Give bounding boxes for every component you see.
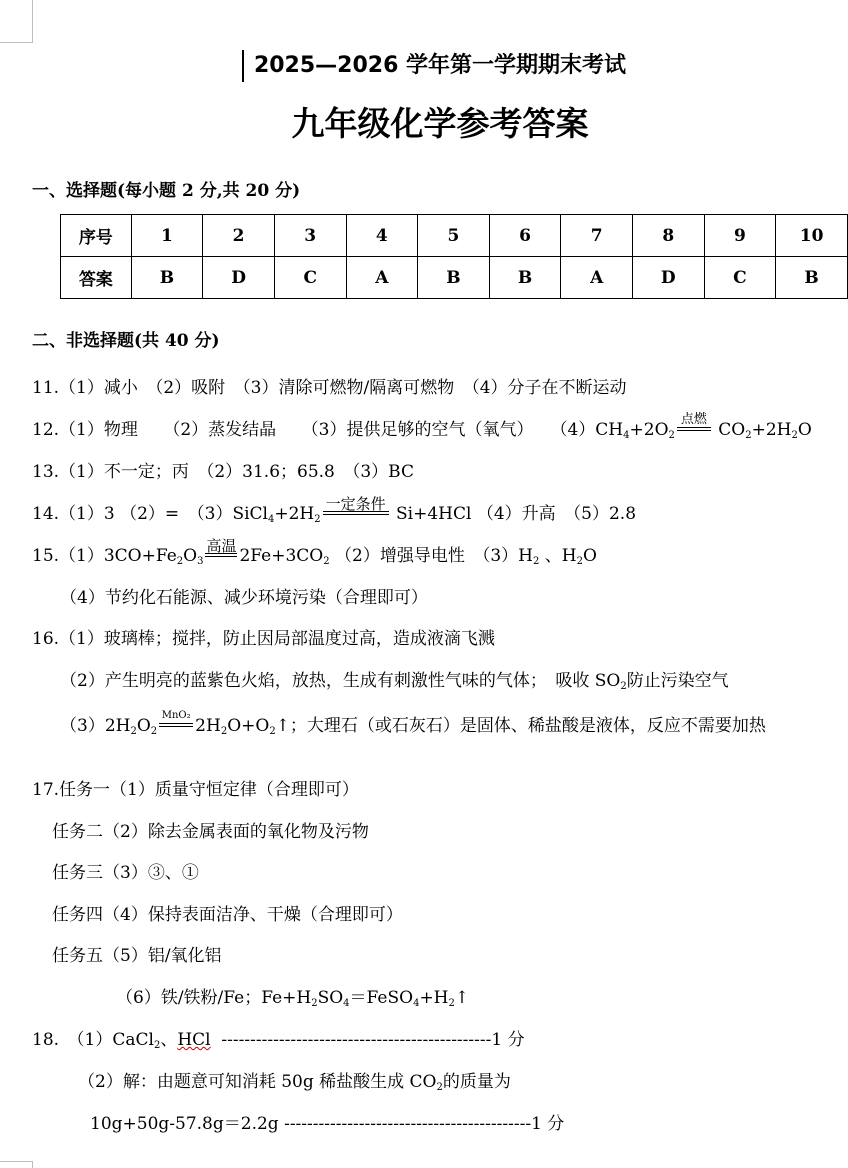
table-cell: D (632, 257, 704, 299)
table-cell: A (346, 257, 418, 299)
table-cell: 3 (274, 215, 346, 257)
answer-line-16-3: $(3)2H_2O_2$ MnO₂ $2H_2O+O_2↑$；大理石（或石灰石）是固体、稀盐酸是液体，反应不需要加热 (60, 710, 766, 737)
exam-title: 2025—2026 学年第一学期期末考试 (253, 53, 627, 78)
answer-line-14: 14.（1）3 （2）= $(3)SiCl_4+2H_2$ 一定条件 Si+4HCl （4）升高 （5）2.8 (32, 495, 637, 525)
answer-line-18-3: 10g+50g-57.8g＝2.2g -------------------------------------------1 分 (90, 1114, 565, 1134)
table-cell: 8 (632, 215, 704, 257)
table-cell: 6 (489, 215, 561, 257)
table-cell: 答案 (61, 257, 132, 299)
answer-line-17-task2: 任务二（2）除去金属表面的氧化物及污物 (52, 822, 369, 842)
table-row (61, 215, 848, 257)
document-title: 九年级化学参考答案 (291, 104, 589, 143)
answer-line-17-task5-b: （6）铁/铁粉/Fe；$Fe+H_2SO_4=FeSO_4+H_2↑$ (116, 988, 470, 1009)
table-cell: 1 (131, 215, 203, 257)
answer-line-17-task3: 任务三（3）③、① (52, 863, 199, 883)
page-corner-mark (0, 0, 33, 43)
answer-line-18-2: （2）解：由题意可知消耗 50g 稀盐酸生成 $CO_2$的质量为 (78, 1072, 511, 1093)
table-row (61, 257, 848, 299)
section-heading-nonchoice: 二、非选择题(共 40 分) (32, 331, 220, 351)
reaction-condition: 高温 (206, 537, 237, 555)
section-heading-choice: 一、选择题(每小题 2 分,共 20 分) (32, 181, 301, 201)
reaction-condition: 一定条件 (321, 502, 391, 526)
table-cell: 7 (561, 215, 633, 257)
table-cell: C (274, 257, 346, 299)
reaction-condition: MnO₂ (157, 714, 195, 738)
answer-line-17-task5: 任务五（5）铝/氧化铝 (52, 946, 222, 966)
answer-line-16: 16.（1）玻璃棒；搅拌，防止因局部温度过高，造成液滴飞溅 (32, 629, 495, 649)
reaction-condition: 点燃 (675, 418, 713, 442)
answer-line-16-2: （2）产生明亮的蓝紫色火焰，放热，生成有刺激性气味的气体； 吸收 $SO_2$防止污染空气 (60, 671, 729, 692)
answer-table (60, 214, 848, 299)
table-cell: 4 (346, 215, 418, 257)
answer-line-17: 17.任务一（1）质量守恒定律（合理即可） (32, 780, 359, 800)
answer-line-17-task4: 任务四（4）保持表面洁净、干燥（合理即可） (52, 905, 403, 925)
table-cell: B (489, 257, 561, 299)
table-cell: A (561, 257, 633, 299)
table-cell: B (776, 257, 848, 299)
table-cell: 10 (776, 215, 848, 257)
answer-line-13: 13.（1）不一定；丙 （2）31.6；65.8 （3）BC (32, 462, 415, 482)
answer-line-15: $15.(1)3CO+Fe_2O_3$ 高温 $2Fe+3CO_2$ （2）增强导电性 $(3)H_2$ 、$H_2O$ (32, 537, 597, 567)
page-corner-mark (0, 1161, 33, 1168)
table-cell: B (418, 257, 490, 299)
table-cell: D (203, 257, 275, 299)
answer-line-18: 18. （1）CaCl$_2$、HCl -----------------------------------------------1 分 (32, 1030, 525, 1051)
table-cell: 9 (704, 215, 776, 257)
table-cell: 5 (418, 215, 490, 257)
table-cell: 序号 (61, 215, 132, 257)
table-cell: C (704, 257, 776, 299)
table-cell: 2 (203, 215, 275, 257)
answer-line-12: 12.（1）物理 （2）蒸发结晶 （3）提供足够的空气（氧气） $(4)CH_4+2O_2$ 点燃 $CO_2+2H_2O$ (32, 412, 812, 441)
answer-line-15-cont: （4）节约化石能源、减少环境污染（合理即可） (60, 588, 428, 608)
table-cell: B (131, 257, 203, 299)
answer-line-11: 11.（1）减小 （2）吸附 （3）清除可燃物/隔离可燃物 （4）分子在不断运动 (32, 378, 627, 398)
